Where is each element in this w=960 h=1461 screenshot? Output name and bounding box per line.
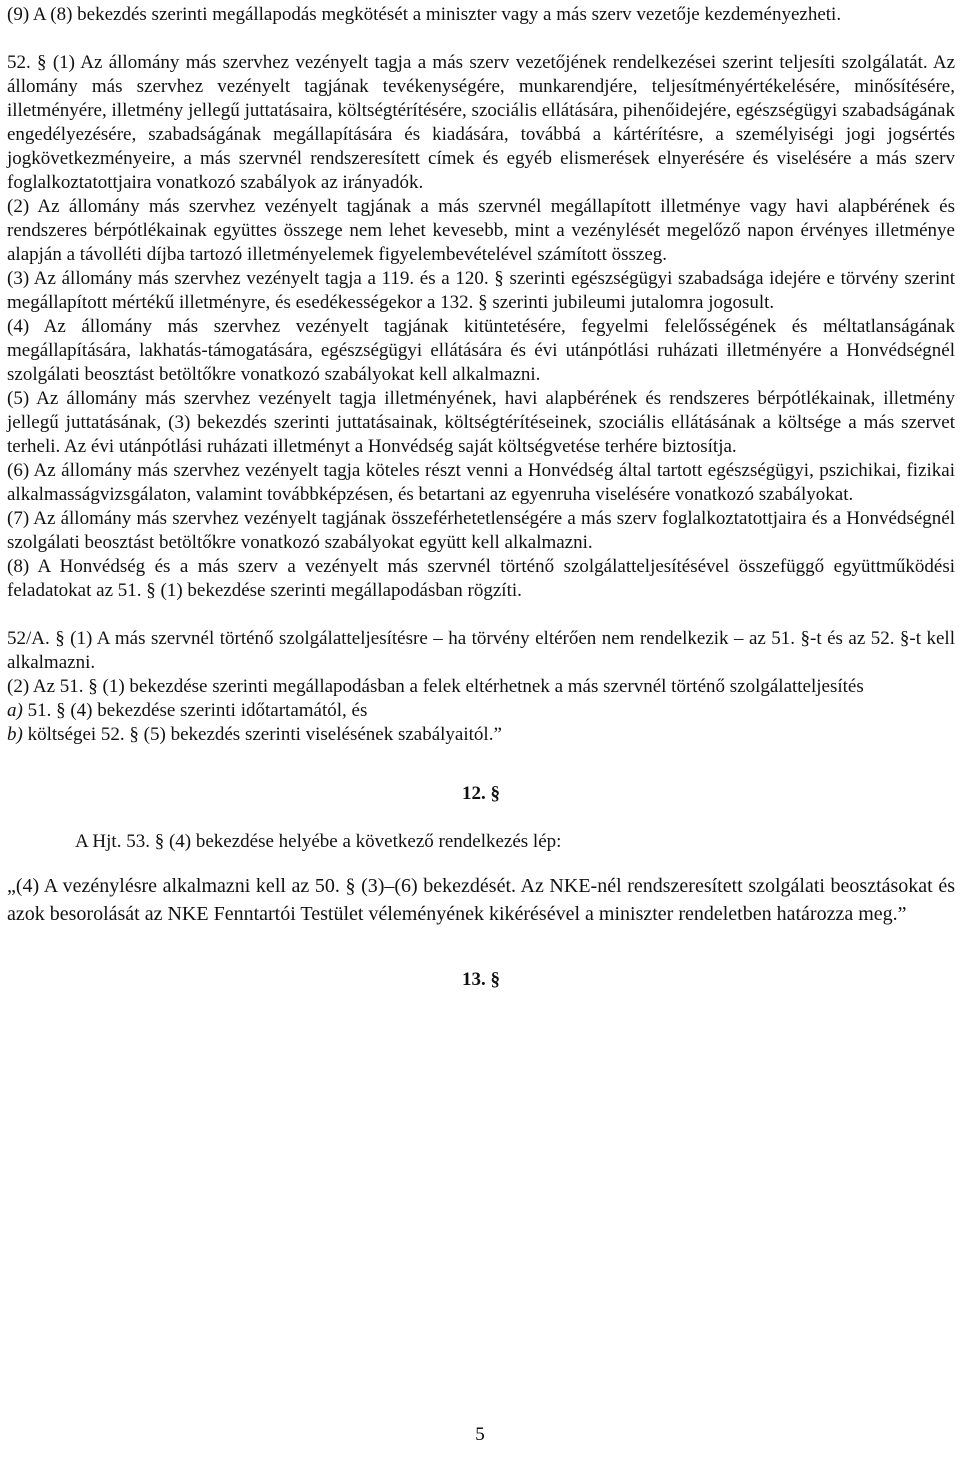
paragraph-9-8: (9) A (8) bekezdés szerinti megállapodás megkötését a miniszter vagy a más szerv vezetője kezdeményezheti. bbox=[7, 4, 842, 25]
point-a-text: 51. § (4) bekezdése szerinti időtartamától, és bbox=[22, 700, 368, 721]
page-number: 5 bbox=[475, 1424, 485, 1445]
section-13-heading: 13. § bbox=[462, 969, 500, 990]
section-52-8: (8) A Honvédség és a más szerv a vezényelt más szervnél történő szolgálatteljesítésével összefüggő együttműködési feladatokat az 51. § (1) bekezdése szerinti megállapodásban rögzíti. bbox=[7, 556, 955, 601]
section-52-6: (6) Az állomány más szervhez vezényelt tagja köteles részt venni a Honvédség által tartott egészségügyi, pszichikai, fizikai alkalmasságvizsgálaton, valamint továbbképzésen, és betartani az egyenruha viselésére vonatkozó szabályokat. bbox=[7, 460, 955, 505]
section-52a-point-a bbox=[7, 699, 955, 723]
section-52-1: 52. § (1) Az állomány más szervhez vezényelt tagja a más szerv vezetőjének rendelkezései szerint teljesíti szolgálatát. Az állomány más szervhez vezényelt tagjának tevékenységére, munkarendjére, teljesítményértékelésére, minősítésére, illetményére, illetmény jellegű juttatásaira, költségtérítésére, szociális ellátására, pihenőidejére, egészségügyi szabadságának engedélyezésére, szabadságának megállapítására és kiadására, továbbá a kártérítésre, a személyiségi jogi jogsértés jogkövetkezményeire, a más szervnél rendszeresített címek és egyéb elismerések elnyerésére és viselésére a más szerv foglalkoztatottjaira vonatkozó szabályok az irányadók. bbox=[7, 52, 955, 193]
section-52a-point-b bbox=[7, 723, 955, 747]
section-52-3: (3) Az állomány más szervhez vezényelt tagja a 119. és a 120. § szerinti egészségügyi szabadsága idejére e törvény szerint megállapított mértékű illetményre, és esedékességekor a 132. § szerinti jubileumi jutalomra jogosult. bbox=[7, 268, 955, 313]
section-52-7: (7) Az állomány más szervhez vezényelt tagjának összeférhetetlenségére a más szerv foglalkoztatottjaira és a Honvédségnél szolgálati beosztást betöltőkre vonatkozó szabályokat együtt kell alkalmazni. bbox=[7, 508, 955, 553]
point-a-label: a) bbox=[7, 700, 23, 721]
section-52a-1: 52/A. § (1) A más szervnél történő szolgálatteljesítésre – ha törvény eltérően nem rendelkezik – az 51. §-t és az 52. §-t kell alkalmazni. bbox=[7, 628, 955, 673]
section-12-quote: „(4) A vezénylésre alkalmazni kell az 50. § (3)–(6) bekezdését. Az NKE-nél rendszeresített szolgálati beosztásokat és azok besorolását az NKE Fenntartói Testület véleményének kikérésével a miniszter rendeletben határozza meg.” bbox=[7, 875, 955, 925]
point-b-text: költségei 52. § (5) bekezdés szerinti viselésének szabályaitól.” bbox=[22, 724, 502, 745]
section-52a-2: (2) Az 51. § (1) bekezdése szerinti megállapodásban a felek eltérhetnek a más szervnél történő szolgálatteljesítés bbox=[7, 676, 864, 697]
point-b-label: b) bbox=[7, 724, 23, 745]
section-52-4: (4) Az állomány más szervhez vezényelt tagjának kitüntetésére, fegyelmi felelősségének és méltatlanságának megállapítására, lakhatás-támogatására, egészségügyi ellátására és évi utánpótlási ruházati illetményére a Honvédségnél szolgálati beosztást betöltőkre vonatkozó szabályokat kell alkalmazni. bbox=[7, 316, 955, 385]
section-52-5: (5) Az állomány más szervhez vezényelt tagja illetményének, havi alapbérének és rendszeres bérpótlékainak, illetmény jellegű juttatásának, (3) bekezdés szerinti juttatásainak, költségtérítéseinek, szociális ellátásának a költsége a más szervet terheli. Az évi utánpótlási ruházati illetményt a Honvédség saját költségvetése terhére biztosítja. bbox=[7, 388, 955, 457]
section-52-2: (2) Az állomány más szervhez vezényelt tagjának a más szervnél megállapított illetménye vagy havi alapbérének és rendszeres bérpótlékainak együttes összege nem lehet kevesebb, mint a vezénylését megelőző napon érvényes illetménye alapján a távolléti díjba tartozó illetményelemek figyelembevételével számított összeg. bbox=[7, 196, 955, 265]
section-12-heading: 12. § bbox=[462, 783, 500, 804]
section-12-intro: A Hjt. 53. § (4) bekezdése helyébe a következő rendelkezés lép: bbox=[75, 831, 562, 852]
